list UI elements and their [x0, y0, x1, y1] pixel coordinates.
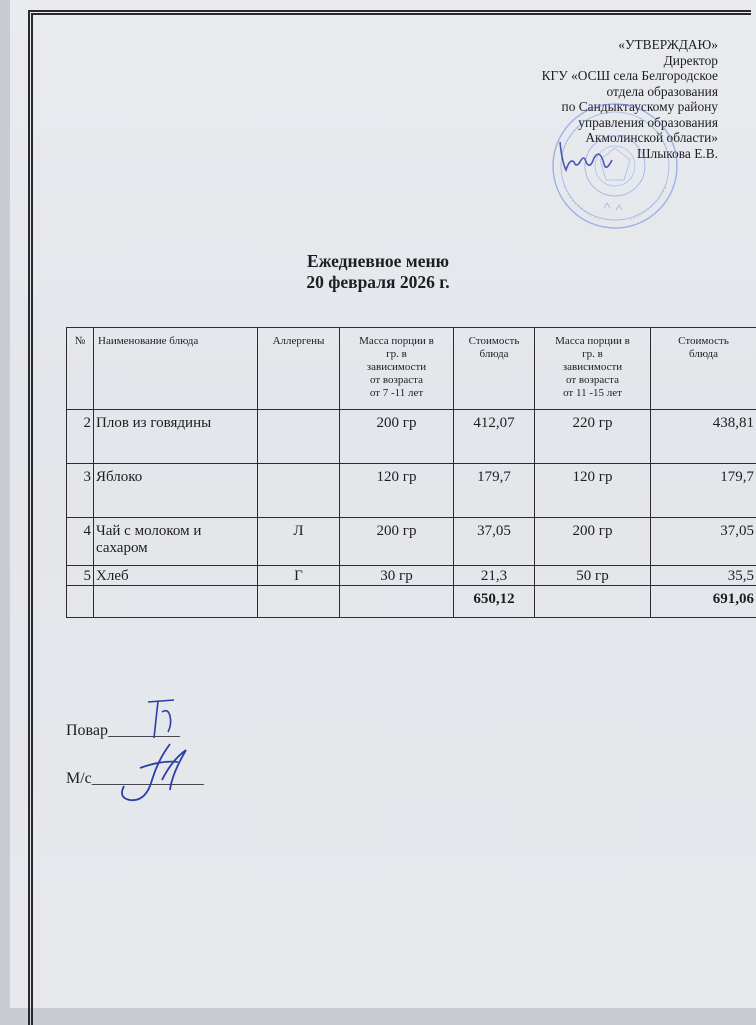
header-text: от 7 -11 лет [342, 387, 451, 400]
nurse-label: М/с [66, 770, 92, 787]
header-mass-7-11 [340, 328, 454, 410]
empty-cell [340, 586, 454, 618]
cost-7-11: 21,3 [454, 566, 535, 586]
header-num: № [67, 328, 94, 410]
dish-name: Плов из говядины [94, 410, 258, 464]
header-text: блюда [456, 348, 532, 361]
header-cost-7-11 [454, 328, 535, 410]
cook-label: Повар [66, 722, 108, 739]
allergen [258, 464, 340, 518]
approval-line: отдела образования [458, 84, 718, 100]
header-allergens: Аллергены [258, 328, 340, 410]
mass-11-15: 220 гр [535, 410, 651, 464]
signature-underline: ______________ [92, 770, 204, 787]
approval-title: «УТВЕРЖДАЮ» [458, 37, 718, 53]
table-row [67, 464, 756, 518]
cost-11-15: 438,81 [651, 410, 756, 464]
document-title: Ежедневное меню [0, 251, 756, 272]
signature-underline: _________ [108, 722, 180, 739]
document-date: 20 февраля 2026 г. [0, 272, 756, 293]
header-text: блюда [653, 348, 754, 361]
menu-table [66, 327, 756, 618]
empty-cell [258, 586, 340, 618]
total-cost-7-11: 650,12 [454, 586, 535, 618]
header-text: гр. в [537, 348, 648, 361]
mass-7-11: 200 гр [340, 410, 454, 464]
cook-signature-icon [128, 694, 198, 744]
table-header-row [67, 328, 756, 410]
header-mass-11-15 [535, 328, 651, 410]
header-text: Стоимость [456, 335, 532, 348]
row-num: 5 [67, 566, 94, 586]
mass-7-11: 200 гр [340, 518, 454, 566]
allergen: Г [258, 566, 340, 586]
header-text: Масса порции в [537, 335, 648, 348]
approval-line: по Сандыктаускому району [458, 99, 718, 115]
official-seal-icon [540, 100, 690, 232]
cost-7-11: 179,7 [454, 464, 535, 518]
empty-cell [94, 586, 258, 618]
header-text: от возраста [342, 374, 451, 387]
header-text: Стоимость [653, 335, 754, 348]
header-text: зависимости [537, 361, 648, 374]
header-text: Масса порции в [342, 335, 451, 348]
row-num: 3 [67, 464, 94, 518]
table-row [67, 518, 756, 566]
empty-cell [67, 586, 94, 618]
cost-11-15: 35,5 [651, 566, 756, 586]
approval-line: Шлыкова Е.В. [458, 146, 718, 162]
allergen: Л [258, 518, 340, 566]
mass-11-15: 200 гр [535, 518, 651, 566]
totals-row [67, 586, 756, 618]
approval-line: КГУ «ОСШ села Белгородское [458, 68, 718, 84]
empty-cell [535, 586, 651, 618]
director-signature-icon [560, 142, 612, 170]
cost-11-15: 37,05 [651, 518, 756, 566]
header-text: от 11 -15 лет [537, 387, 648, 400]
approval-line: Акмолинской области» [458, 130, 718, 146]
table-row [67, 566, 756, 586]
cost-11-15: 179,7 [651, 464, 756, 518]
allergen [258, 410, 340, 464]
header-text: гр. в [342, 348, 451, 361]
header-text: зависимости [342, 361, 451, 374]
total-cost-11-15: 691,06 [651, 586, 756, 618]
table-row [67, 410, 756, 464]
header-name: Наименование блюда [94, 328, 258, 410]
mass-11-15: 50 гр [535, 566, 651, 586]
mass-7-11: 30 гр [340, 566, 454, 586]
approval-line: управления образования [458, 115, 718, 131]
nurse-signature-icon [100, 740, 210, 810]
mass-11-15: 120 гр [535, 464, 651, 518]
cost-7-11: 412,07 [454, 410, 535, 464]
dish-name: Яблоко [94, 464, 258, 518]
mass-7-11: 120 гр [340, 464, 454, 518]
row-num: 2 [67, 410, 94, 464]
dish-name: Чай с молоком и сахаром [94, 518, 258, 566]
cost-7-11: 37,05 [454, 518, 535, 566]
dish-name: Хлеб [94, 566, 258, 586]
row-num: 4 [67, 518, 94, 566]
header-text: от возраста [537, 374, 648, 387]
approval-line: Директор [458, 53, 718, 69]
header-cost-11-15 [651, 328, 756, 410]
